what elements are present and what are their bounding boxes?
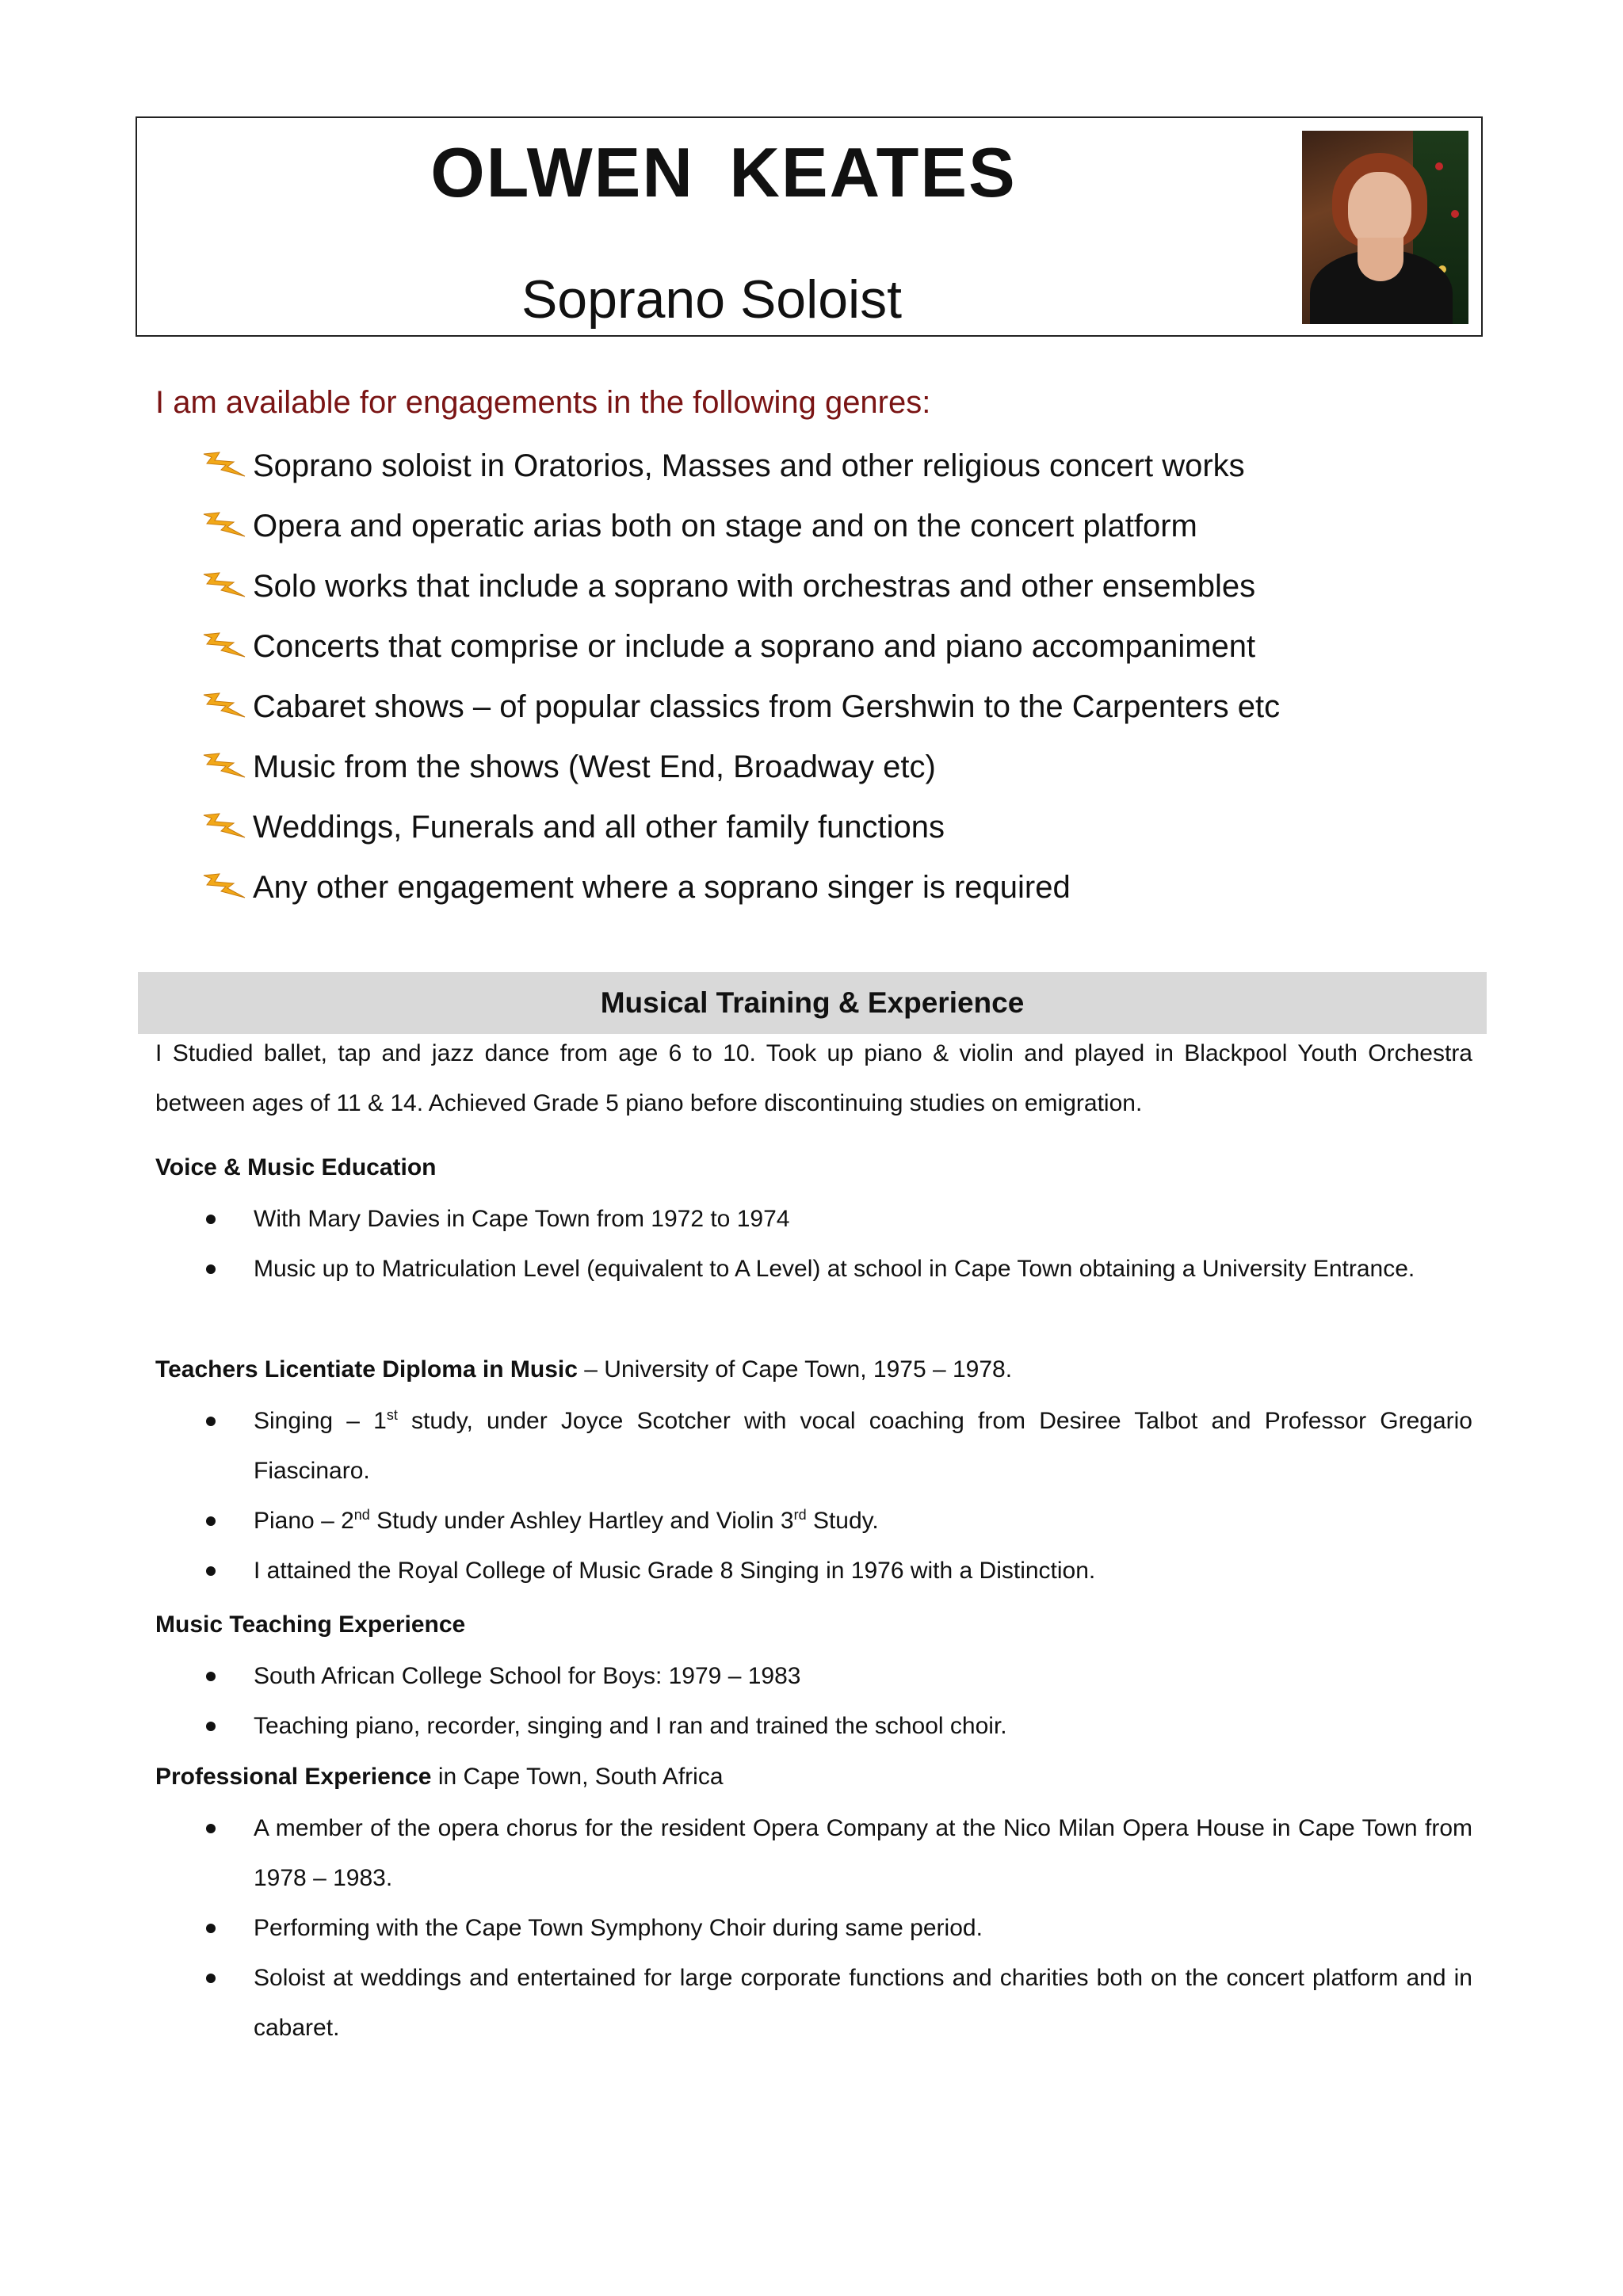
singer-name: OLWEN KEATES [430,133,1017,212]
tree-ornament [1435,162,1443,170]
genre-label: Weddings, Funerals and all other family functions [253,810,945,845]
list-item-text: South African College School for Boys: 1979 – 1983 [254,1663,801,1689]
round-bullet-icon [206,1516,216,1526]
diploma-detail: – University of Cape Town, 1975 – 1978. [577,1356,1013,1383]
genre-item [202,801,1280,861]
genre-item [202,741,1280,801]
genre-label: Any other engagement where a soprano singer is required [253,870,1071,905]
round-bullet-icon [206,1264,216,1274]
round-bullet-icon [206,1417,216,1426]
genre-label: Soprano soloist in Oratorios, Masses and other religious concert works [253,448,1245,483]
voice-education-list [155,1194,1472,1294]
ordinal-suffix: st [386,1407,398,1423]
genre-label: Solo works that include a soprano with orchestras and other ensembles [253,569,1256,604]
singing-text-b: study, under Joyce Scotcher with vocal coaching from Desiree Talbot and Professor Gregario Fiascinaro. [254,1408,1472,1484]
list-item-text: A member of the opera chorus for the resident Opera Company at the Nico Milan Opera House in Cape Town from 1978 – 1983. [254,1815,1472,1891]
ordinal-suffix: rd [793,1507,807,1523]
diploma-heading [155,1344,1012,1394]
teaching-label: Music Teaching Experience [155,1611,466,1638]
genre-label: Cabaret shows – of popular classics from Gershwin to the Carpenters etc [253,689,1281,724]
list-item-text: Soloist at weddings and entertained for large corporate functions and charities both on the concert platform and in cabaret. [254,1965,1472,2041]
teaching-heading [155,1600,465,1650]
lightning-bolt-icon [202,752,246,779]
round-bullet-icon [206,1215,216,1224]
lightning-bolt-icon [202,692,246,719]
singing-text-a: Singing – 1 [254,1408,387,1434]
round-bullet-icon [206,1566,216,1576]
list-item-text: Teaching piano, recorder, singing and I ran and trained the school choir. [254,1713,1007,1739]
piano-text-a: Piano – 2 [254,1508,354,1534]
list-item [155,1244,1472,1294]
genre-item [202,500,1280,560]
singer-role: Soprano Soloist [521,269,903,330]
list-item [155,1496,1472,1546]
voice-education-heading [155,1142,437,1192]
professional-detail: in Cape Town, South Africa [431,1764,724,1790]
piano-text-b: Study under Ashley Hartley and Violin 3 [369,1508,794,1534]
list-item [155,1803,1472,1903]
list-item [155,1953,1472,2053]
lightning-bolt-icon [202,451,246,478]
lightning-bolt-icon [202,571,246,598]
list-item [155,1396,1472,1496]
ordinal-suffix: nd [353,1507,370,1523]
list-item-text: Music up to Matriculation Level (equivalent to A Level) at school in Cape Town obtaining a University Entrance. [254,1256,1415,1282]
genre-label: Concerts that comprise or include a soprano and piano accompaniment [253,629,1256,664]
lightning-bolt-icon [202,872,246,899]
list-item [155,1903,1472,1953]
professional-heading [155,1752,724,1802]
list-item-text: Performing with the Cape Town Symphony Choir during same period. [254,1915,983,1941]
lightning-bolt-icon [202,631,246,658]
list-item [155,1194,1472,1244]
tree-ornament [1451,210,1459,218]
round-bullet-icon [206,1672,216,1681]
professional-list [155,1803,1472,2053]
genre-list [202,440,1280,921]
profile-photo [1302,131,1468,324]
availability-title: I am available for engagements in the following genres: [155,385,931,420]
list-item [155,1701,1472,1751]
lightning-bolt-icon [202,812,246,839]
genre-item [202,440,1280,500]
genre-item [202,560,1280,620]
header-box [136,116,1483,337]
genre-item [202,620,1280,681]
piano-text-c: Study. [806,1508,879,1534]
training-intro: I Studied ballet, tap and jazz dance from age 6 to 10. Took up piano & violin and played in Blackpool Youth Orchestra between ages of 11 & 14. Achieved Grade 5 piano before discontinuing studies on emigration. [155,1040,1472,1116]
genre-item [202,681,1280,741]
genre-item [202,861,1280,921]
lightning-bolt-icon [202,511,246,538]
list-item-text: With Mary Davies in Cape Town from 1972 to 1974 [254,1206,790,1232]
section-heading-training: Musical Training & Experience [138,972,1487,1034]
diploma-label: Teachers Licentiate Diploma in Music [155,1356,578,1383]
list-item [155,1546,1472,1596]
teaching-list [155,1651,1472,1751]
genre-label: Opera and operatic arias both on stage and on the concert platform [253,509,1197,543]
voice-education-label: Voice & Music Education [155,1154,437,1180]
round-bullet-icon [206,1924,216,1933]
list-item [155,1651,1472,1701]
round-bullet-icon [206,1824,216,1833]
photo-neck [1358,238,1403,281]
round-bullet-icon [206,1722,216,1731]
genre-label: Music from the shows (West End, Broadway etc) [253,749,936,784]
list-item-text: I attained the Royal College of Music Grade 8 Singing in 1976 with a Distinction. [254,1558,1096,1584]
diploma-list [155,1396,1472,1596]
photo-face [1348,172,1411,248]
round-bullet-icon [206,1974,216,1983]
professional-label: Professional Experience [155,1764,432,1790]
